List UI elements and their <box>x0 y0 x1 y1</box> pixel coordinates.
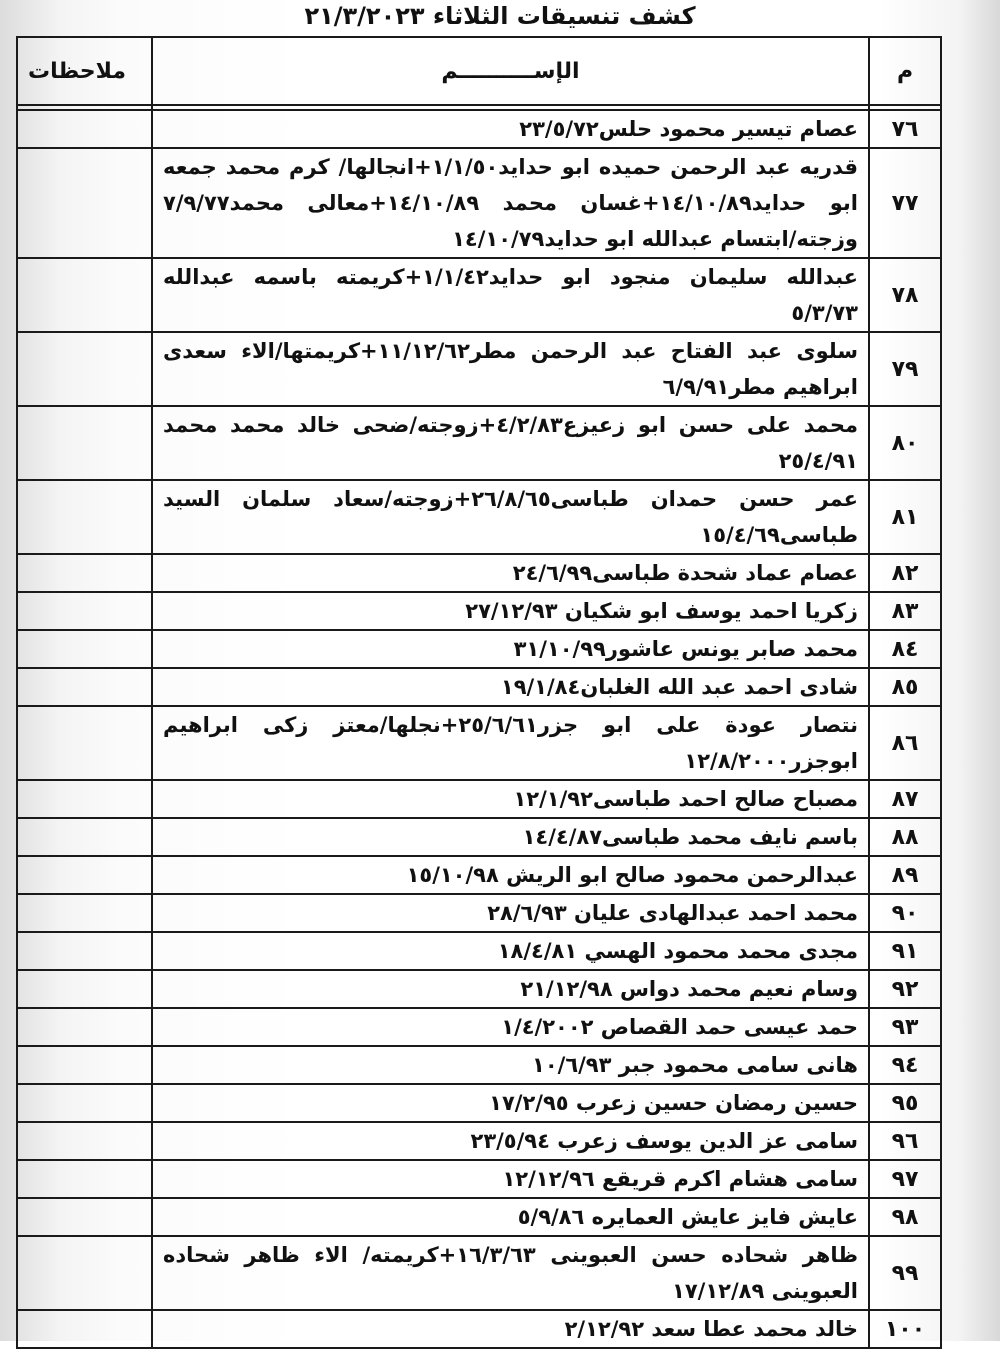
row-notes-cell <box>17 1160 152 1198</box>
row-number-cell: ٨٣ <box>869 592 941 630</box>
row-notes-cell <box>17 630 152 668</box>
table-row <box>17 1084 941 1122</box>
row-name-cell: حمد عيسى حمد القصاص ١/٤/٢٠٠٢ <box>152 1008 869 1046</box>
header-row <box>17 37 941 105</box>
row-notes-cell <box>17 406 152 480</box>
row-notes-cell <box>17 1008 152 1046</box>
page-title: كشف تنسيقات الثلاثاء ٢١/٣/٢٠٢٣ <box>304 2 696 30</box>
row-notes-cell <box>17 1084 152 1122</box>
row-number-cell: ٨١ <box>869 480 941 554</box>
table-row <box>17 706 941 780</box>
row-number-cell: ٧٧ <box>869 148 941 258</box>
row-number-cell: ٩٥ <box>869 1084 941 1122</box>
row-name-cell: سامى عز الدين يوسف زعرب ٢٣/٥/٩٤ <box>152 1122 869 1160</box>
row-notes-cell <box>17 592 152 630</box>
row-name-cell: عمر حسن حمدان طباسى٢٦/٨/٦٥+زوجته/سعاد سلمان السيد طباسى١٥/٤/٦٩ <box>152 480 869 554</box>
row-notes-cell <box>17 932 152 970</box>
table-row <box>17 780 941 818</box>
column-header-name: الإســــــــــم <box>152 37 869 105</box>
table-row <box>17 818 941 856</box>
table-row <box>17 110 941 148</box>
row-number-cell: ٩٨ <box>869 1198 941 1236</box>
row-name-cell: سلوى عبد الفتاح عبد الرحمن مطر١١/١٢/٦٢+كريمتها/الاء سعدى ابراهيم مطر٦/٩/٩١ <box>152 332 869 406</box>
row-notes-cell <box>17 1122 152 1160</box>
table-row <box>17 480 941 554</box>
row-number-cell: ٨٨ <box>869 818 941 856</box>
row-name-cell: حسين رمضان حسين زعرب ١٧/٢/٩٥ <box>152 1084 869 1122</box>
row-notes-cell <box>17 894 152 932</box>
row-notes-cell <box>17 110 152 148</box>
row-notes-cell <box>17 148 152 258</box>
row-number-cell: ٧٦ <box>869 110 941 148</box>
row-number-cell: ٨٩ <box>869 856 941 894</box>
table-row <box>17 592 941 630</box>
row-notes-cell <box>17 1046 152 1084</box>
table-row <box>17 332 941 406</box>
row-number-cell: ٩٢ <box>869 970 941 1008</box>
table-row <box>17 148 941 258</box>
row-number-cell: ٩٦ <box>869 1122 941 1160</box>
row-name-cell: عبدالرحمن محمود صالح ابو الريش ١٥/١٠/٩٨ <box>152 856 869 894</box>
column-header-notes: ملاحظات <box>17 37 152 105</box>
row-number-cell: ٨٠ <box>869 406 941 480</box>
row-name-cell: وسام نعيم محمد دواس ٢١/١٢/٩٨ <box>152 970 869 1008</box>
table-row <box>17 554 941 592</box>
row-number-cell: ٨٦ <box>869 706 941 780</box>
table-body <box>17 105 941 1348</box>
table-row <box>17 856 941 894</box>
table-row <box>17 932 941 970</box>
table-row <box>17 668 941 706</box>
row-notes-cell <box>17 1198 152 1236</box>
row-number-cell: ٨٧ <box>869 780 941 818</box>
table-row <box>17 1008 941 1046</box>
row-number-cell: ٩٣ <box>869 1008 941 1046</box>
row-number-cell: ٧٩ <box>869 332 941 406</box>
row-name-cell: عصام عماد شحدة طباسى٢٤/٦/٩٩ <box>152 554 869 592</box>
row-notes-cell <box>17 668 152 706</box>
row-number-cell: ٩٩ <box>869 1236 941 1310</box>
row-notes-cell <box>17 1310 152 1348</box>
row-name-cell: عايش فايز عايش العمايره ٥/٩/٨٦ <box>152 1198 869 1236</box>
row-number-cell: ٩١ <box>869 932 941 970</box>
table-row <box>17 1046 941 1084</box>
row-notes-cell <box>17 856 152 894</box>
row-name-cell: باسم نايف محمد طباسى١٤/٤/٨٧ <box>152 818 869 856</box>
table-row <box>17 1236 941 1310</box>
row-name-cell: نتصار عودة على ابو جزر٢٥/٦/٦١+نجلها/معتز زكى ابراهيم ابوجزر١٢/٨/٢٠٠٠ <box>152 706 869 780</box>
row-number-cell: ٩٠ <box>869 894 941 932</box>
row-number-cell: ٨٤ <box>869 630 941 668</box>
row-name-cell: عبدالله سليمان منجود ابو حدايد١/١/٤٢+كريمته باسمه عبدالله ٥/٣/٧٣ <box>152 258 869 332</box>
row-notes-cell <box>17 480 152 554</box>
row-number-cell: ١٠٠ <box>869 1310 941 1348</box>
row-notes-cell <box>17 780 152 818</box>
row-name-cell: مصباح صالح احمد طباسى١٢/١/٩٢ <box>152 780 869 818</box>
row-notes-cell <box>17 818 152 856</box>
row-name-cell: محمد على حسن ابو زعيزع٤/٢/٨٣+زوجته/ضحى خالد محمد محمد ٢٥/٤/٩١ <box>152 406 869 480</box>
row-notes-cell <box>17 258 152 332</box>
row-name-cell: قدريه عبد الرحمن حميده ابو حدايد١/١/٥٠+انجالها/ كرم محمد جمعه ابو حدايد١٤/١٠/٨٩+غسان محمد ١٤/١٠/٨٩+معالى محمد٧/٩/٧٧ وزجته/ابتسام عبدالله ابو حدايد١٤/١٠/٧٩ <box>152 148 869 258</box>
row-name-cell: زكريا احمد يوسف ابو شكيان ٢٧/١٢/٩٣ <box>152 592 869 630</box>
column-header-number: م <box>869 37 941 105</box>
row-number-cell: ٧٨ <box>869 258 941 332</box>
row-name-cell: عصام تيسير محمود حلس٢٣/٥/٧٢ <box>152 110 869 148</box>
row-name-cell: شادى احمد عبد الله الغلبان١٩/١/٨٤ <box>152 668 869 706</box>
row-number-cell: ٨٢ <box>869 554 941 592</box>
table-row <box>17 630 941 668</box>
row-name-cell: هانى سامى محمود جبر ١٠/٦/٩٣ <box>152 1046 869 1084</box>
row-name-cell: محمد احمد عبدالهادى عليان ٢٨/٦/٩٣ <box>152 894 869 932</box>
table-row <box>17 1198 941 1236</box>
roster-table <box>16 36 942 1349</box>
row-number-cell: ٩٤ <box>869 1046 941 1084</box>
table-row <box>17 970 941 1008</box>
table-row <box>17 1160 941 1198</box>
row-notes-cell <box>17 554 152 592</box>
row-name-cell: خالد محمد عطا سعد ٢/١٢/٩٢ <box>152 1310 869 1348</box>
row-number-cell: ٨٥ <box>869 668 941 706</box>
row-name-cell: ظاهر شحاده حسن العبوينى ١٦/٣/٦٣+كريمته/ الاء ظاهر شحاده العبوينى ١٧/١٢/٨٩ <box>152 1236 869 1310</box>
table-row <box>17 1122 941 1160</box>
row-name-cell: محمد صابر يونس عاشور٣١/١٠/٩٩ <box>152 630 869 668</box>
row-notes-cell <box>17 706 152 780</box>
row-notes-cell <box>17 970 152 1008</box>
table-row <box>17 894 941 932</box>
row-notes-cell <box>17 1236 152 1310</box>
row-notes-cell <box>17 332 152 406</box>
row-number-cell: ٩٧ <box>869 1160 941 1198</box>
table-header <box>17 37 941 105</box>
table-row <box>17 258 941 332</box>
table-row <box>17 1310 941 1348</box>
table-row <box>17 406 941 480</box>
row-name-cell: سامى هشام اكرم قريقع ١٢/١٢/٩٦ <box>152 1160 869 1198</box>
row-name-cell: مجدى محمد محمود الهسي ١٨/٤/٨١ <box>152 932 869 970</box>
